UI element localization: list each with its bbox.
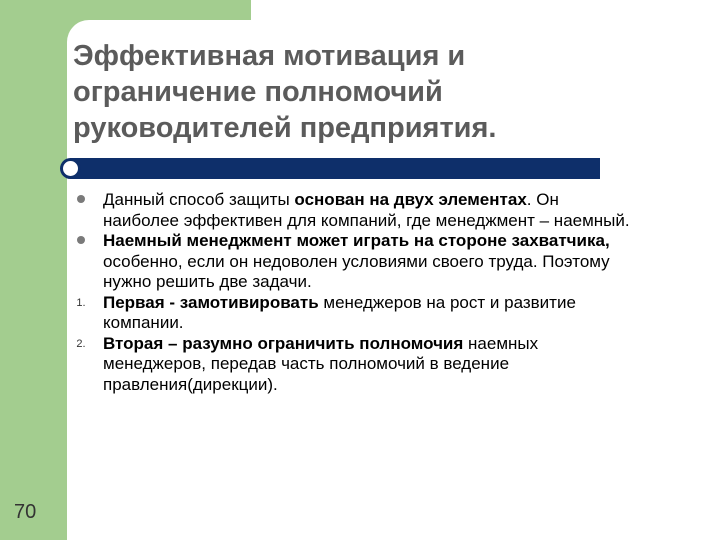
bullet-icon xyxy=(70,190,92,211)
list-item: 1. Первая - замотивировать менеджеров на рост и развитие компании. xyxy=(70,293,630,334)
list-item: Данный способ защиты основан на двух элементах. Он наиболее эффективен для компаний, где менеджмент – наемный. xyxy=(70,190,630,231)
slide-title: Эффективная мотивация и ограничение полномочий руководителей предприятия. xyxy=(73,40,497,144)
list-number: 1. xyxy=(76,296,86,309)
list-item: Наемный менеджмент может играть на стороне захватчика, особенно, если он недоволен условиями своего труда. Поэтому нужно решить две задачи. xyxy=(70,231,630,293)
bullet-icon xyxy=(70,231,92,252)
list-number: 2. xyxy=(76,337,86,350)
divider-bar xyxy=(70,158,600,179)
list-item: 2. Вторая – разумно ограничить полномочия наемных менеджеров, передав часть полномочий в ведение правления(дирекции). xyxy=(70,334,630,396)
title-divider-rule xyxy=(60,158,600,179)
bullet-list xyxy=(70,190,630,395)
divider-end-cap xyxy=(60,158,81,179)
page-number: 70 xyxy=(14,501,37,523)
